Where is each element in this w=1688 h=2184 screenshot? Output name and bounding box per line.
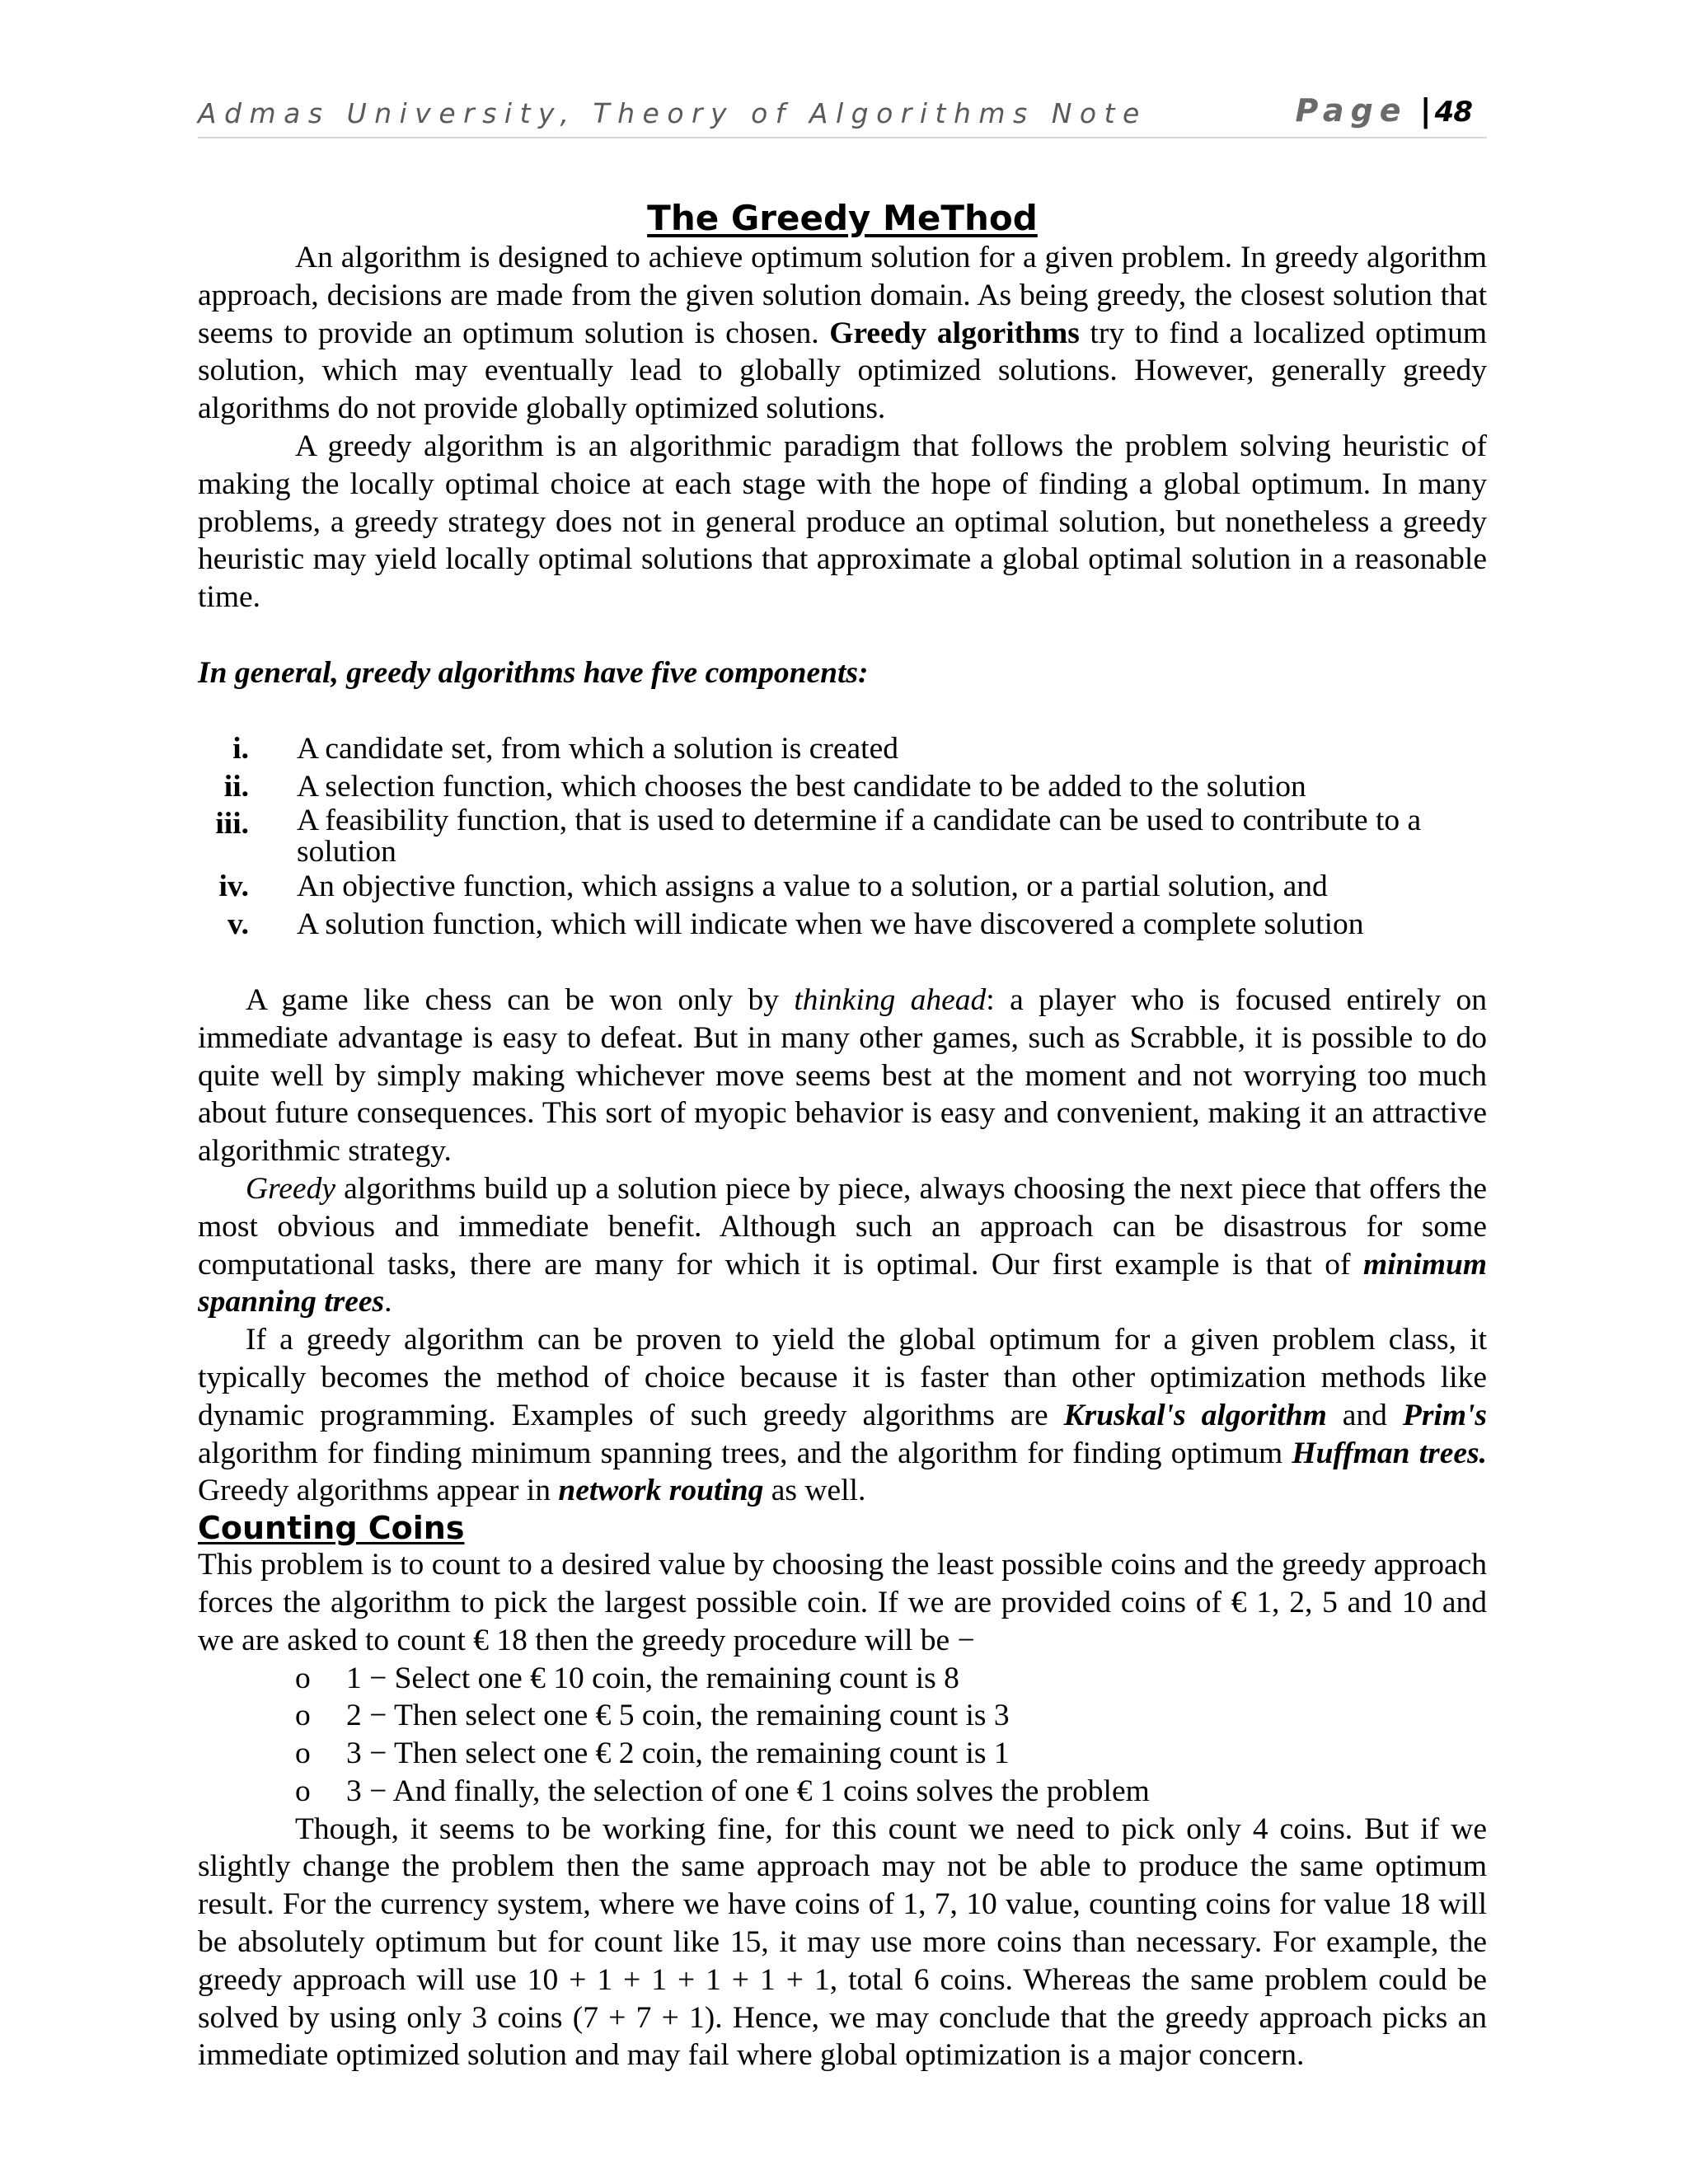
coins-intro-paragraph: This problem is to count to a desired value by choosing the least possible coins and the greedy approach forces the algorithm to pick the largest possible coin. If we are provided coins of € 1, 2, 5 and 10 and we are asked to count € 18 then the greedy procedure will be − [198, 1548, 1487, 1657]
spacer [198, 692, 1487, 730]
list-item [295, 1773, 1487, 1811]
spacer [198, 944, 1487, 982]
bullet-icon: o [295, 1774, 311, 1808]
prim-term: Prim's [1402, 1398, 1488, 1432]
page-label: Page [1295, 92, 1408, 129]
bullet-icon: o [295, 1699, 311, 1733]
list-item [198, 805, 1487, 868]
intro-paragraph-1: An algorithm is designed to achieve optimum solution for a given problem. In greedy algorithm approach, decisions are made from the given solution domain. As being greedy, the closest solution that seems to provide an optimum solution is chosen. Greedy algorithms try to find a localized optimum solution, which may eventually lead to globally optimized solutions. However, generally greedy algorithms do not provide globally optimized solutions. [198, 241, 1487, 426]
components-list [198, 730, 1487, 944]
list-item [198, 868, 1487, 906]
list-marker: iv. [218, 869, 249, 904]
chess-paragraph: A game like chess can be won only by thinking ahead: a player who is focused entirely on immediate advantage is easy to defeat. But in many other games, such as Scrabble, it is possible to do quite well by simply making whichever move seems best at the moment and not worrying too much about future consequences. This sort of myopic behavior is easy and convenient, making it an attractive algorithmic strategy. [198, 982, 1487, 1169]
list-marker: ii. [223, 769, 249, 804]
network-routing-term: network routing [558, 1474, 764, 1508]
greedy-emphasis: Greedy [246, 1171, 335, 1206]
bullet-icon: o [295, 1661, 311, 1695]
section-heading-counting-coins: Counting Coins [198, 1510, 465, 1547]
list-item-text: 2 − Then select one € 5 coin, the remaining count is 3 [346, 1699, 1010, 1733]
list-item-text: 3 − Then select one € 2 coin, the remaining count is 1 [346, 1736, 1010, 1771]
list-marker: v. [227, 907, 249, 942]
greedy-paragraph: Greedy algorithms build up a solution piece by piece, always choosing the next piece that offers the most obvious and immediate benefit. Although such an approach can be disastrous for some computational tasks, there are many for which it is optimal. Our first example is that of minimum spanning trees. [198, 1171, 1488, 1319]
document-body [198, 198, 1487, 2074]
running-header: Admas University, Theory of Algorithms Note [198, 97, 1147, 129]
list-item [198, 768, 1487, 806]
list-item-text: 1 − Select one € 10 coin, the remaining count is 8 [346, 1661, 959, 1695]
list-item-text: A feasibility function, that is used to determine if a candidate can be used to contribute to a solution [297, 804, 1422, 869]
huffman-term: Huffman trees. [1292, 1436, 1488, 1470]
spacer [198, 616, 1487, 654]
kruskal-term: Kruskal's algorithm [1063, 1398, 1327, 1432]
page-title: The Greedy MeThod [647, 198, 1038, 238]
list-marker: i. [232, 731, 249, 766]
page-number: 48 [1434, 96, 1472, 129]
coins-conclusion-paragraph: Though, it seems to be working fine, for this count we need to pick only 4 coins. But if we slightly change the problem then the same approach may not be able to produce the same optimum result. For the currency system, where we have coins of 1, 7, 10 value, counting coins for value 18 will be absolutely optimum but for count like 15, it may use more coins than necessary. For example, the greedy approach will use 10 + 1 + 1 + 1 + 1 + 1, total 6 coins. Whereas the same problem could be solved by using only 3 coins (7 + 7 + 1). Hence, we may conclude that the greedy approach picks an immediate optimized solution and may fail where global optimization is a major concern. [198, 1811, 1487, 2073]
list-item [295, 1660, 1487, 1698]
list-marker: iii. [215, 807, 249, 841]
list-item [295, 1735, 1487, 1773]
list-item [295, 1697, 1487, 1735]
page-number-label [1296, 92, 1473, 129]
list-item-text: An objective function, which assigns a value to a solution, or a partial solution, and [297, 869, 1328, 904]
list-item-text: 3 − And finally, the selection of one € 1 coins solves the problem [346, 1774, 1150, 1808]
components-heading: In general, greedy algorithms have five components: [198, 655, 869, 690]
coin-steps-list [198, 1660, 1487, 1811]
list-item [198, 730, 1487, 768]
page-separator: | [1419, 92, 1432, 129]
intro-paragraph-2: A greedy algorithm is an algorithmic paradigm that follows the problem solving heuristic of making the locally optimal choice at each stage with the hope of finding a global optimum. In many problems, a greedy strategy does not in general produce an optimal solution, but nonetheless a greedy heuristic may yield locally optimal solutions that approximate a global optimal solution in a reasonable time. [198, 429, 1487, 615]
bullet-icon: o [295, 1736, 311, 1771]
optimum-paragraph: If a greedy algorithm can be proven to yield the global optimum for a given problem class, it typically becomes the method of choice because it is faster than other optimization methods like dynamic programming. Examples of such greedy algorithms are Kruskal's algorithm and Prim's algorithm for finding minimum spanning trees, and the algorithm for finding optimum Huffman trees. Greedy algorithms appear in network routing as well. [198, 1323, 1488, 1508]
thinking-ahead-emphasis: thinking ahead [794, 982, 987, 1017]
list-item [198, 906, 1487, 944]
mst-term: minimum spanning trees [198, 1247, 1488, 1319]
list-item-text: A selection function, which chooses the best candidate to be added to the solution [297, 769, 1306, 804]
header-divider [198, 137, 1487, 138]
list-item-text: A solution function, which will indicate when we have discovered a complete solution [297, 907, 1364, 942]
greedy-algorithms-term: Greedy algorithms [829, 316, 1080, 350]
list-item-text: A candidate set, from which a solution is created [297, 731, 898, 766]
